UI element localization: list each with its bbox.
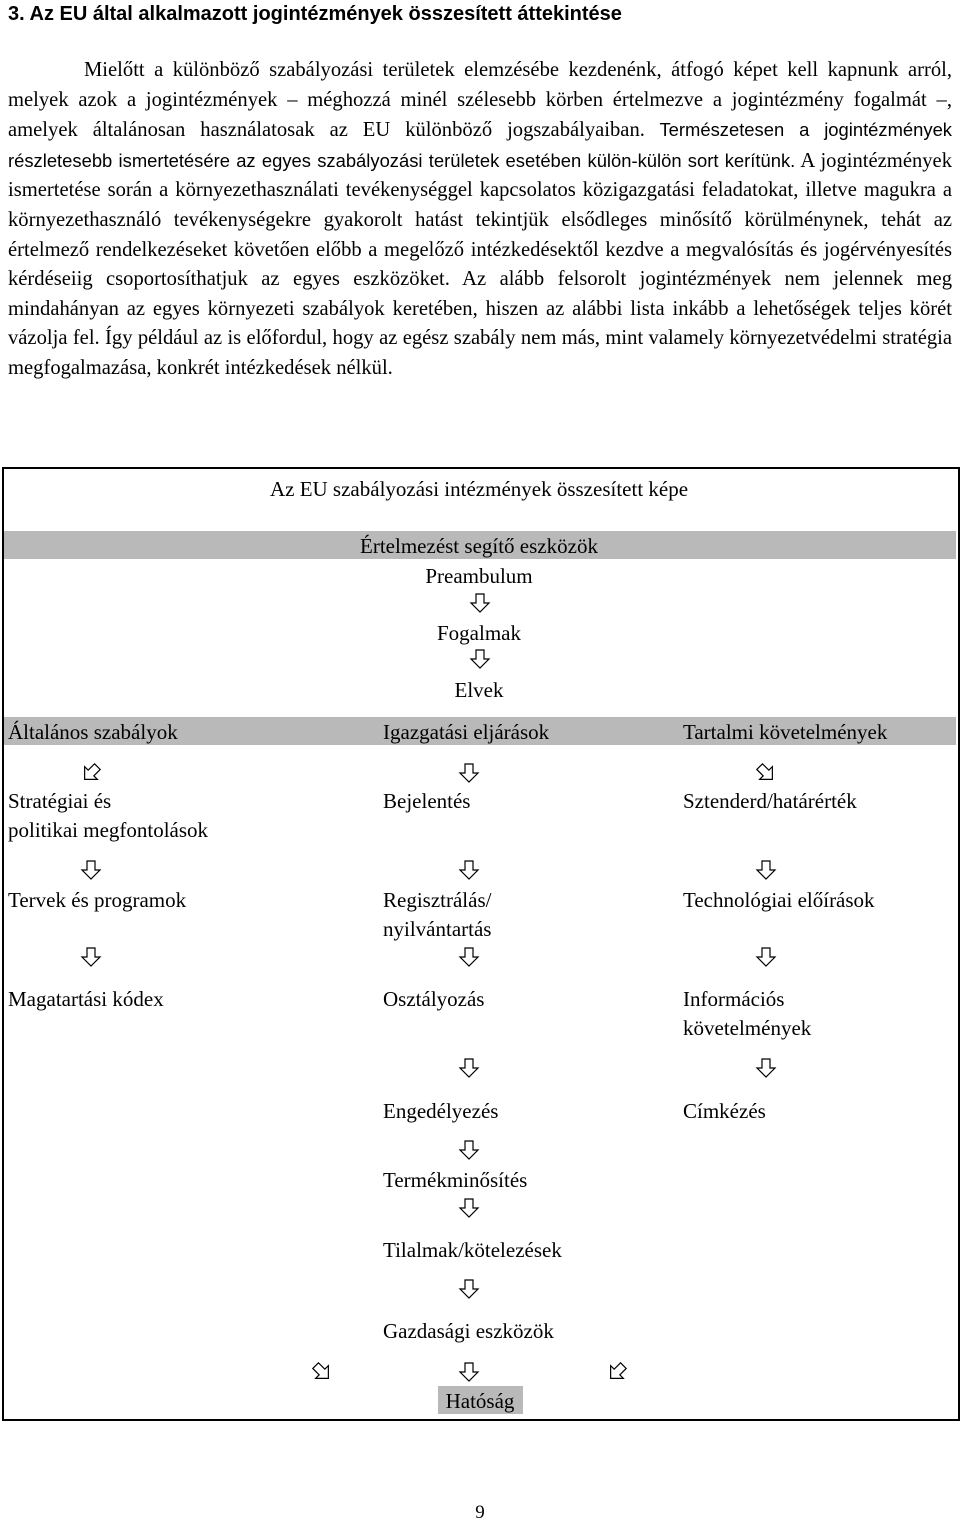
arrow-down-icon xyxy=(755,946,777,968)
arrow-down-icon xyxy=(458,1057,480,1079)
arrow-down-left-icon xyxy=(606,1361,628,1383)
information-label-1: Információs xyxy=(683,987,785,1011)
strategic-label-1: Stratégiai és xyxy=(8,789,112,813)
information-label-2: követelmények xyxy=(683,1016,812,1040)
plans-label: Tervek és programok xyxy=(8,888,187,912)
col-header-general: Általános szabályok xyxy=(8,720,178,744)
arrow-down-icon xyxy=(469,648,491,670)
product-certification-label: Termékminősítés xyxy=(383,1168,528,1192)
arrow-down-icon xyxy=(469,592,491,614)
registration-label-2: nyilvántartás xyxy=(383,917,492,941)
arrow-down-icon xyxy=(755,859,777,881)
prohibitions-label: Tilalmak/kötelezések xyxy=(383,1238,562,1262)
col-header-procedures: Igazgatási eljárások xyxy=(383,720,550,744)
section-heading: 3. Az EU által alkalmazott jogintézmények összesített áttekintése xyxy=(8,3,622,25)
arrow-down-icon xyxy=(458,1197,480,1219)
arrow-down-icon xyxy=(458,946,480,968)
intro-text-1: Mielőtt a különböző szabályozási területek elemzésébe kezdenénk, átfogó képet kell kapnunk arról, melyek azok a jogintézmények – méghozzá minél szélesebb körben értelmezve a jogintézmény fogalmát –, amelyek általánosan használatosak az EU különböző jogszabályaiban. xyxy=(8,59,952,142)
registration-label-1: Regisztrálás/ xyxy=(383,888,492,912)
page-number: 9 xyxy=(475,1502,485,1523)
economic-instruments-label: Gazdasági eszközök xyxy=(383,1319,554,1343)
notification-label: Bejelentés xyxy=(383,789,471,813)
diagram-title: Az EU szabályozási intézmények összesített képe xyxy=(269,477,689,501)
intro-text-3: A jogintézmények ismertetése során a környezethasználati tevékenységgel kapcsolatos közigazgatási feladatokat, illetve magukra a környezethasználó tevékenységekre gyakorolt hatást tekintjük elsődleges minősítő körülménynek, tehát az értelmező rendelkezéseket követően előbb a megelőző intézkedésektől kezdve a megvalósítás és jogérvényesítés kérdéseiig csoportosíthatjuk az egyes eszközöket. Az alább felsorolt jogintézmények nem jelennek meg mindahányan az egyes környezeti szabályok keretében, hiszen az alábbi lista inkább a lehetőségek teljes körét vázolja fel. Így például az is előfordul, hogy az egész szabály nem más, mint valamely környezetvédelmi stratégia megfogalmazása, konkrét intézkedések nélkül. xyxy=(8,149,952,379)
preamble-label: Preambulum xyxy=(425,564,533,588)
standard-label: Sztenderd/határérték xyxy=(683,789,857,813)
principles-label: Elvek xyxy=(454,678,504,702)
strategic-label-2: politikai megfontolások xyxy=(8,818,209,842)
code-of-conduct-label: Magatartási kódex xyxy=(8,987,164,1011)
arrow-down-icon xyxy=(458,1278,480,1300)
classification-label: Osztályozás xyxy=(383,987,485,1011)
col-header-content: Tartalmi követelmények xyxy=(683,720,888,744)
arrow-down-right-icon xyxy=(311,1361,333,1383)
intro-text-2: Természetesen a jogintézmények részletesebb ismertetésére az egyes szabályozási területek esetében külön-külön sort kerítünk. xyxy=(8,119,952,171)
interpretation-header: Értelmezést segítő eszközök xyxy=(360,534,598,558)
arrow-down-icon xyxy=(458,859,480,881)
arrow-down-icon xyxy=(458,762,480,784)
definitions-label: Fogalmak xyxy=(437,621,521,645)
labelling-label: Címkézés xyxy=(683,1099,766,1123)
arrow-down-left-icon xyxy=(80,762,102,784)
arrow-down-icon xyxy=(80,859,102,881)
permitting-label: Engedélyezés xyxy=(383,1099,499,1123)
arrow-down-icon xyxy=(458,1361,480,1383)
intro-paragraph xyxy=(8,56,952,384)
arrow-down-right-icon xyxy=(755,762,777,784)
arrow-down-icon xyxy=(755,1057,777,1079)
arrow-down-icon xyxy=(80,946,102,968)
arrow-down-icon xyxy=(458,1139,480,1161)
authority-label: Hatóság xyxy=(445,1389,515,1413)
technology-label: Technológiai előírások xyxy=(683,888,875,912)
